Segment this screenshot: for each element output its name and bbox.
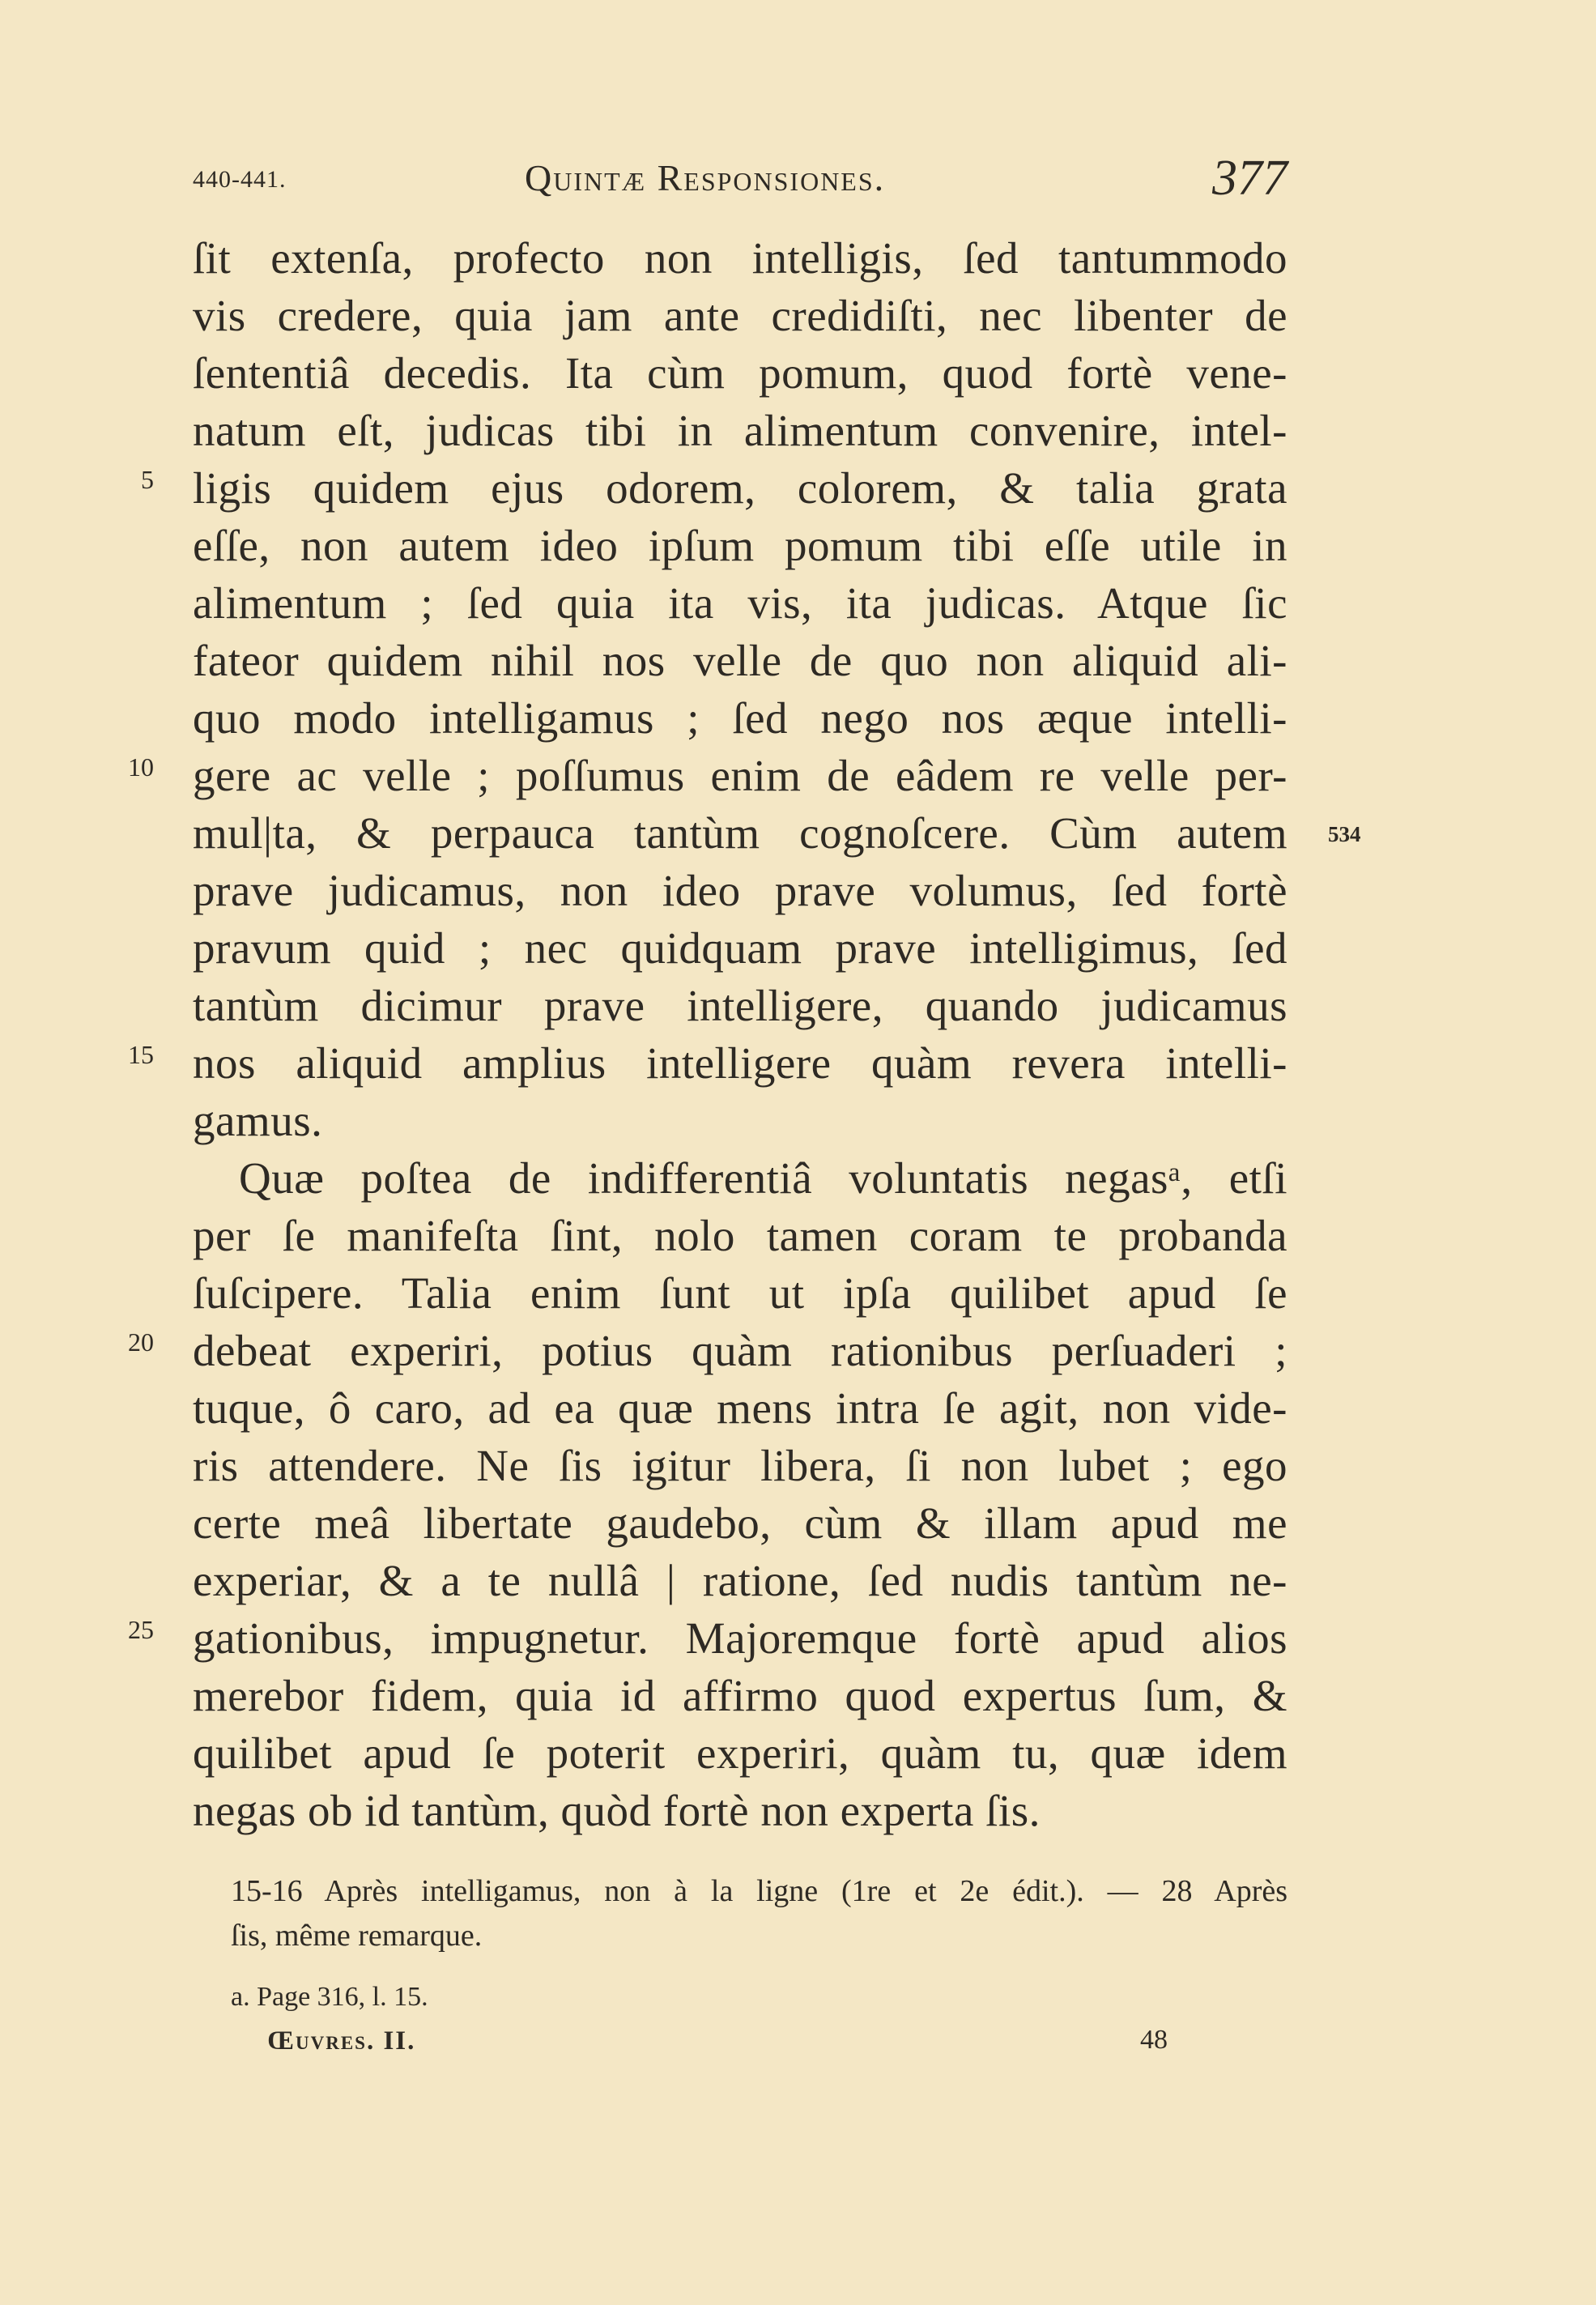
text-line: natum eſt, judicas tibi in alimentum convenire, intel- bbox=[193, 406, 1287, 455]
text-line: debeat experiri, potius quàm rationibus perſuaderi ; bbox=[193, 1326, 1287, 1375]
header-page-number: 377 bbox=[1212, 151, 1287, 206]
line-number: 5 bbox=[141, 465, 154, 494]
text-line: gamus. bbox=[193, 1096, 323, 1145]
text-line: prave judicamus, non ideo prave volumus, ſed fortè bbox=[193, 866, 1287, 915]
text-line: ris attendere. Ne ſis igitur libera, ſi non lubet ; ego bbox=[193, 1441, 1287, 1490]
text-line: per ſe manifeſta ſint, nolo tamen coram te probanda bbox=[193, 1211, 1287, 1260]
line-number: 20 bbox=[128, 1327, 154, 1357]
text-line: Quæ poſtea de indifferentiâ voluntatis negasᵃ, etſi bbox=[239, 1153, 1287, 1203]
header-page-range: 440-441. bbox=[193, 166, 287, 193]
text-line: quo modo intelligamus ; ſed nego nos æque intelli- bbox=[193, 693, 1287, 743]
text-line: ligis quidem ejus odorem, colorem, & talia grata bbox=[193, 463, 1287, 513]
header-title: Quintæ Responsiones. bbox=[525, 157, 886, 198]
text-line: alimentum ; ſed quia ita vis, ita judicas. Atque ſic bbox=[193, 578, 1287, 628]
text-line: ſit extenſa, profecto non intelligis, ſed tantummodo bbox=[193, 233, 1287, 283]
text-line: gere ac velle ; poſſumus enim de eâdem re velle per- bbox=[193, 751, 1287, 800]
text-line: pravum quid ; nec quidquam prave intelligimus, ſed bbox=[193, 923, 1287, 973]
text-line: certe meâ libertate gaudebo, cùm & illam apud me bbox=[193, 1498, 1287, 1548]
line-number: 25 bbox=[128, 1615, 154, 1644]
text-line: experiar, & a te nullâ | ratione, ſed nudis tantùm ne- bbox=[193, 1556, 1287, 1605]
text-line: mul|ta, & perpauca tantùm cognoſcere. Cùm autem bbox=[193, 808, 1287, 858]
running-header bbox=[193, 150, 1287, 215]
line-number: 15 bbox=[128, 1040, 154, 1069]
variant-note-line: 15-16 Après intelligamus, non à la ligne (1re et 2e édit.). — 28 Après bbox=[231, 1874, 1287, 1908]
text-line: vis credere, quia jam ante credidiſti, nec libenter de bbox=[193, 291, 1287, 340]
line-number: 10 bbox=[128, 752, 154, 782]
text-line: eſſe, non autem ideo ipſum pomum tibi eſſe utile in bbox=[193, 521, 1287, 570]
variant-note-line: ſis, même remarque. bbox=[231, 1919, 483, 1953]
text-line: tuque, ô caro, ad ea quæ mens intra ſe agit, non vide- bbox=[193, 1383, 1287, 1433]
footnote-a: a. Page 316, l. 15. bbox=[231, 1982, 428, 2012]
text-line: negas ob id tantùm, quòd fortè non experta ſis. bbox=[193, 1786, 1041, 1835]
text-line: merebor fidem, quia id affirmo quod expertus ſum, & bbox=[193, 1671, 1287, 1720]
text-line: gationibus, impugnetur. Majoremque fortè apud alios bbox=[193, 1613, 1287, 1663]
text-line: nos aliquid amplius intelligere quàm revera intelli- bbox=[193, 1038, 1287, 1088]
text-line: quilibet apud ſe poterit experiri, quàm tu, quæ idem bbox=[193, 1728, 1287, 1778]
text-line: ſententiâ decedis. Ita cùm pomum, quod fortè vene- bbox=[193, 348, 1287, 398]
text-line: tantùm dicimur prave intelligere, quando judicamus bbox=[193, 981, 1287, 1030]
text-line: ſuſcipere. Talia enim ſunt ut ipſa quilibet apud ſe bbox=[193, 1268, 1287, 1318]
margin-page-reference: 534 bbox=[1328, 822, 1361, 846]
footer-signature: 48 bbox=[1140, 2025, 1168, 2055]
text-line: fateor quidem nihil nos velle de quo non aliquid ali- bbox=[193, 636, 1287, 685]
footer-volume: Œuvres. II. bbox=[267, 2026, 416, 2056]
